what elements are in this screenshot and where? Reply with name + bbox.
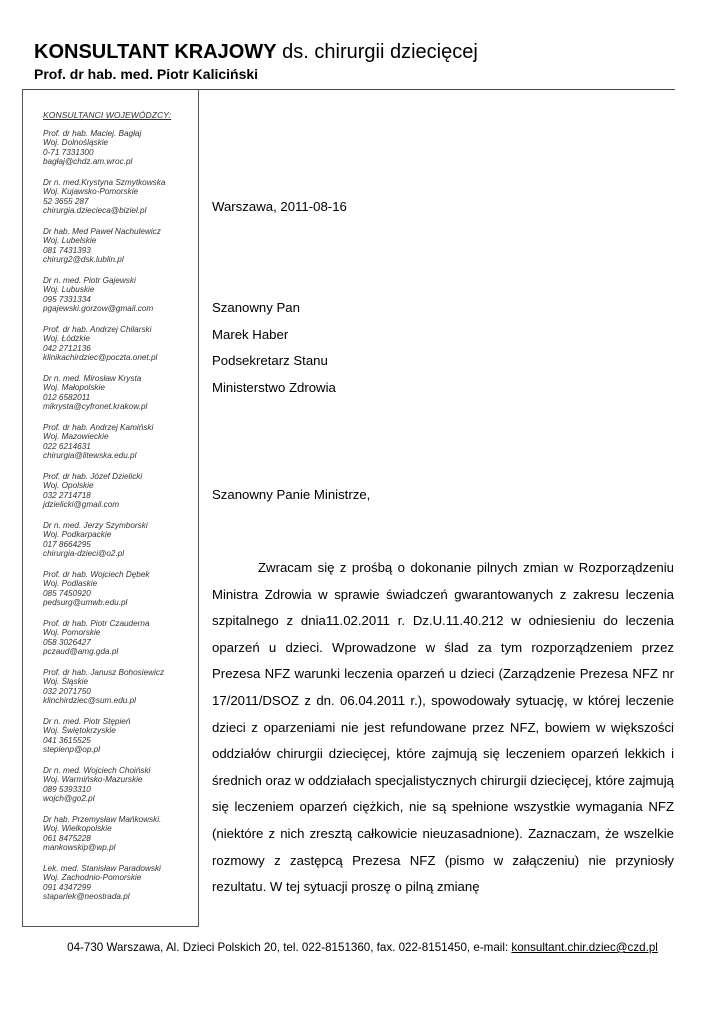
recipient-line: Marek Haber <box>212 327 289 342</box>
consultant-email: chirurgia.dziecieca@biziel.pl <box>43 206 147 216</box>
consultant-phone: 032 2071750 <box>43 686 91 696</box>
consultant-region: Woj. Małopolskie <box>43 383 105 393</box>
consultant-region: Woj. Opolskie <box>43 481 94 491</box>
consultant-email: klinchirdziec@sum.edu.pl <box>43 696 136 706</box>
consultant-entry <box>43 619 150 657</box>
consultant-email: klinikachirdziec@poczta.onet.pl <box>43 353 158 363</box>
consultant-entry <box>43 276 153 314</box>
consultant-name: Prof. dr hab. Piotr Czauderna <box>43 619 150 628</box>
consultant-name: Dr n. med.Krystyna Szmytkowska <box>43 178 166 187</box>
consultant-phone: 0-71 7331300 <box>43 147 94 157</box>
consultant-email: stepienp@op.pl <box>43 745 101 755</box>
consultant-entry <box>43 668 164 706</box>
consultant-region: Woj. Śląskie <box>43 677 89 687</box>
footer-email: konsultant.chir.dziec@czd.pl <box>511 941 658 954</box>
footer-address-text: 04-730 Warszawa, Al. Dzieci Polskich 20, tel. 022-8151360, fax. 022-8151450, e-mail: <box>67 941 512 954</box>
consultant-email: pedsurg@umwb.edu.pl <box>43 598 128 608</box>
letterhead-subtitle: Prof. dr hab. med. Piotr Kaliciński <box>34 66 259 82</box>
consultant-region: Woj. Lubelskie <box>43 236 97 246</box>
consultant-name: Prof. dr hab. Andrzej Kamiński <box>43 423 154 432</box>
consultant-email: pczaud@amg.gda.pl <box>43 647 119 657</box>
letterhead-title <box>34 40 694 64</box>
consultant-phone: 061 8475228 <box>43 833 91 843</box>
consultant-phone: 085 7450920 <box>43 588 91 598</box>
consultant-entry <box>43 815 161 853</box>
letter-salutation: Szanowny Panie Ministrze, <box>212 487 371 502</box>
consultant-name: Prof. dr hab. Andrzej Chilarski <box>43 325 152 334</box>
consultant-entry <box>43 374 147 412</box>
consultant-region: Woj. Pomorskie <box>43 628 101 638</box>
consultant-name: Dr n. med. Piotr Gajewski <box>43 276 136 285</box>
recipient-line: Szanowny Pan <box>212 300 300 315</box>
consultant-email: staparlek@neostrada.pl <box>43 892 130 902</box>
letterhead-title-bold: KONSULTANT KRAJOWY <box>34 41 277 63</box>
consultant-region: Woj. Kujawsko-Pomorskie <box>43 187 139 197</box>
consultant-name: Dr hab. Przemysław Mańkowski. <box>43 815 162 824</box>
consultant-name: Lek. med. Stanisław Paradowski <box>43 864 161 873</box>
consultant-region: Woj. Mazowieckie <box>43 432 109 442</box>
consultant-name: Prof. dr hab. Maciej. Bagłaj <box>43 129 142 138</box>
consultant-phone: 012 6582011 <box>43 392 91 402</box>
consultant-phone: 095 7331334 <box>43 294 91 304</box>
consultant-name: Dr hab. Med Paweł Nachulewicz <box>43 227 161 236</box>
consultant-region: Woj. Wielkopolskie <box>43 824 112 834</box>
consultant-entry <box>43 766 150 804</box>
consultant-email: chirurg2@dsk.lublin.pl <box>43 255 124 265</box>
consultant-region: Woj. Łódzkie <box>43 334 90 344</box>
consultant-entry <box>43 423 153 461</box>
consultant-phone: 032 2714718 <box>43 490 91 500</box>
footer-address <box>0 941 725 954</box>
consultant-phone: 058 3026427 <box>43 637 91 647</box>
consultant-email: mikrysta@cyfronet.krakow.pl <box>43 402 148 412</box>
consultant-region: Woj. Warmińsko-Mazurskie <box>43 775 143 785</box>
letter-paragraph: Zwracam się z prośbą o dokonanie pilnych zmian w Rozporządzeniu Ministra Zdrowia w sprawie świadczeń gwarantowanych z zakresu leczenia szpitalnego z dnia11.02.2011 r. Dz.U.11.40.212 w odniesieniu do leczenia oparzeń u dzieci. Wprowadzone w ślad za tym rozporządzeniem przez Prezesa NFZ warunki leczenia oparzeń u dzieci (Zarządzenie Prezesa NFZ nr 17/2011/DSOZ z dn. 06.04.2011 r.), spowodowały sytuację, w której leczenie dzieci z oparzeniami nie jest refundowane przez NFZ, bowiem w większości oddziałów chirurgii dziecięcej, które zajmują się leczeniem oparzeń lekkich i średnich oraz w oddziałach specjalistycznych chirurgii dziecięcej, które zajmują się leczeniem oparzeń ciężkich, nie są spełnione wszystkie wymagania NFZ (niektóre z nich zresztą całkowicie nieuzasadnione). Zaznaczam, że wszelkie rozmowy z zastępcą Prezesa NFZ (pismo w załączeniu) nie przyniosły rezultatu. W tej sytuacji proszę o pilną zmianę <box>212 560 674 895</box>
consultant-entry <box>43 864 161 902</box>
consultant-region: Woj. Świętokrzyskie <box>43 726 116 736</box>
consultant-phone: 091 4347299 <box>43 882 91 892</box>
consultant-region: Woj. Podkarpackie <box>43 530 112 540</box>
recipient-line: Podsekretarz Stanu <box>212 353 328 368</box>
letterhead-title-rest: ds. chirurgii dziecięcej <box>276 41 478 63</box>
consultant-email: pgajewski.gorzow@gmail.com <box>43 304 154 314</box>
consultant-phone: 042 2712136 <box>43 343 91 353</box>
consultant-entry <box>43 717 130 755</box>
consultant-entry <box>43 227 161 265</box>
consultant-entry <box>43 325 157 363</box>
consultant-entry <box>43 178 165 216</box>
consultant-region: Woj. Podlaskie <box>43 579 98 589</box>
consultant-email: wojch@go2.pl <box>43 794 95 804</box>
consultant-entry <box>43 129 141 167</box>
consultant-phone: 081 7431393 <box>43 245 91 255</box>
consultant-name: Dr n. med. Jerzy Szymborski <box>43 521 148 530</box>
consultant-region: Woj. Zachodnio-Pomorskie <box>43 873 142 883</box>
consultant-name: Dr n. med. Piotr Stępień <box>43 717 131 726</box>
consultant-phone: 017 8664295 <box>43 539 91 549</box>
consultant-region: Woj. Dolnośląskie <box>43 138 109 148</box>
consultant-region: Woj. Lubuskie <box>43 285 95 295</box>
recipient-line: Ministerstwo Zdrowia <box>212 380 336 395</box>
consultant-phone: 52 3655 287 <box>43 196 89 206</box>
consultant-name: Dr n. med. Wojciech Choiński <box>43 766 151 775</box>
consultant-entry <box>43 472 142 510</box>
consultant-name: Dr n. med. Mirosław Krysta <box>43 374 142 383</box>
consultant-phone: 089 5393310 <box>43 784 91 794</box>
sidebar-title: KONSULTANCI WOJEWÓDZCY: <box>43 110 172 120</box>
letterhead <box>34 40 694 83</box>
letter-date: Warszawa, 2011-08-16 <box>212 199 347 214</box>
consultant-email: chirurgia-dzieci@o2.pl <box>43 549 125 559</box>
consultant-name: Prof. dr hab. Józef Dzielicki <box>43 472 143 481</box>
consultant-email: mankowskip@wp.pl <box>43 843 116 853</box>
consultant-entry <box>43 570 150 608</box>
consultant-email: bagłaj@chdz.am.wroc.pl <box>43 157 133 167</box>
sidebar-consultants <box>22 89 199 927</box>
consultant-email: jdzielicki@gmail.com <box>43 500 120 510</box>
consultant-name: Prof. dr hab. Janusz Bohosiewicz <box>43 668 165 677</box>
consultant-name: Prof. dr hab. Wojciech Dębek <box>43 570 150 579</box>
consultant-email: chirurgia@litewska.edu.pl <box>43 451 137 461</box>
consultant-phone: 022 6214631 <box>43 441 91 451</box>
consultant-entry <box>43 521 148 559</box>
consultant-phone: 041 3615525 <box>43 735 91 745</box>
